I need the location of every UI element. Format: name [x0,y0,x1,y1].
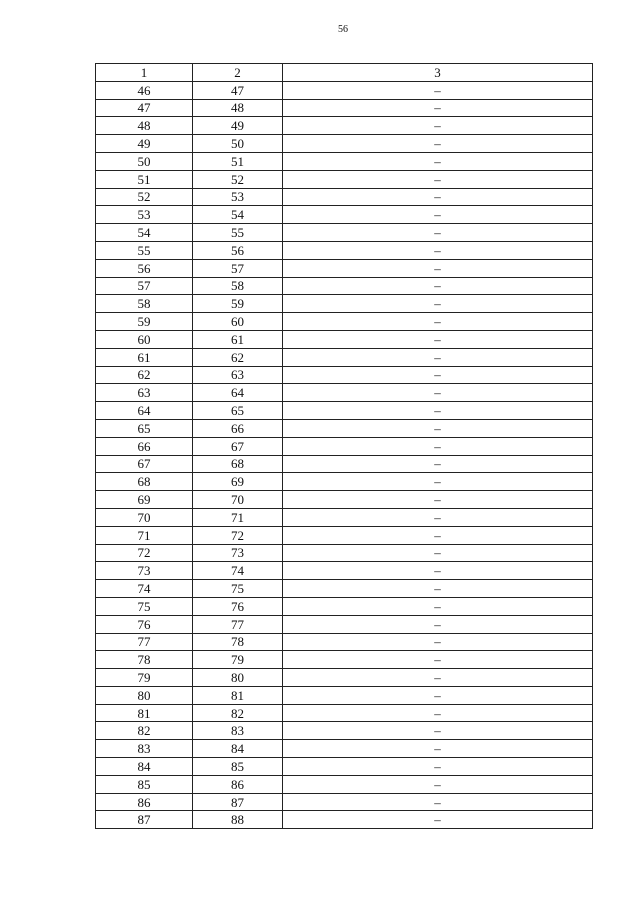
table-cell-col-1: 49 [96,135,193,153]
table-row [96,330,593,348]
table-cell-col-2: 57 [193,259,283,277]
table-row [96,81,593,99]
table-row [96,704,593,722]
table-cell-col-2: 56 [193,241,283,259]
table-cell-col-2: 58 [193,277,283,295]
table-cell-col-3: – [283,259,593,277]
table-cell-col-2: 49 [193,117,283,135]
table-cell-col-1: 65 [96,419,193,437]
table-cell-col-1: 62 [96,366,193,384]
table-cell-col-2: 77 [193,615,283,633]
table-cell-col-1: 60 [96,330,193,348]
table-cell-col-3: – [283,580,593,598]
table-cell-col-1: 64 [96,402,193,420]
column-header-2: 2 [193,64,283,82]
table-cell-col-2: 75 [193,580,283,598]
table-cell-col-3: – [283,615,593,633]
table-cell-col-1: 50 [96,152,193,170]
table-cell-col-1: 69 [96,491,193,509]
table-row [96,651,593,669]
table-cell-col-1: 66 [96,437,193,455]
table-cell-col-3: – [283,491,593,509]
table-cell-col-1: 58 [96,295,193,313]
table-cell-col-3: – [283,651,593,669]
table-row [96,669,593,687]
table-cell-col-2: 85 [193,758,283,776]
table-cell-col-2: 86 [193,775,283,793]
table-row [96,295,593,313]
table-row [96,277,593,295]
table-cell-col-3: – [283,740,593,758]
table-row [96,633,593,651]
table-cell-col-2: 84 [193,740,283,758]
table-row [96,313,593,331]
table-cell-col-1: 61 [96,348,193,366]
table-cell-col-3: – [283,758,593,776]
table-row [96,224,593,242]
table-row [96,402,593,420]
table-cell-col-1: 46 [96,81,193,99]
table-row [96,259,593,277]
table-cell-col-3: – [283,437,593,455]
table-cell-col-1: 67 [96,455,193,473]
table-cell-col-3: – [283,686,593,704]
table-row [96,526,593,544]
table-cell-col-2: 71 [193,508,283,526]
table-cell-col-3: – [283,633,593,651]
table-cell-col-1: 63 [96,384,193,402]
table-cell-col-2: 80 [193,669,283,687]
table-row [96,491,593,509]
table-cell-col-2: 76 [193,597,283,615]
table-header-row [96,64,593,82]
table-cell-col-3: – [283,348,593,366]
table-cell-col-3: – [283,704,593,722]
table-cell-col-3: – [283,135,593,153]
table-row [96,241,593,259]
table-cell-col-1: 82 [96,722,193,740]
table-cell-col-3: – [283,277,593,295]
column-header-1: 1 [96,64,193,82]
table-cell-col-2: 48 [193,99,283,117]
table-cell-col-3: – [283,330,593,348]
table-row [96,473,593,491]
table-body [96,81,593,828]
table-row [96,580,593,598]
table-row [96,170,593,188]
table-cell-col-2: 51 [193,152,283,170]
table-row [96,135,593,153]
table-row [96,544,593,562]
table-cell-col-2: 79 [193,651,283,669]
table-cell-col-3: – [283,152,593,170]
table-row [96,562,593,580]
table-cell-col-2: 54 [193,206,283,224]
table-cell-col-2: 53 [193,188,283,206]
table-row [96,437,593,455]
table-cell-col-3: – [283,295,593,313]
table-cell-col-3: – [283,562,593,580]
table-cell-col-1: 55 [96,241,193,259]
table-cell-col-3: – [283,722,593,740]
table-cell-col-2: 72 [193,526,283,544]
table-row [96,758,593,776]
table-cell-col-1: 70 [96,508,193,526]
table-cell-col-1: 56 [96,259,193,277]
table-row [96,775,593,793]
table-row [96,597,593,615]
table-cell-col-1: 77 [96,633,193,651]
table-cell-col-1: 79 [96,669,193,687]
table-cell-col-1: 47 [96,99,193,117]
table-cell-col-1: 54 [96,224,193,242]
table-cell-col-2: 69 [193,473,283,491]
table-cell-col-1: 80 [96,686,193,704]
table-cell-col-1: 76 [96,615,193,633]
table-row [96,188,593,206]
table-cell-col-2: 82 [193,704,283,722]
table-cell-col-1: 57 [96,277,193,295]
table-row [96,722,593,740]
table-row [96,508,593,526]
table-cell-col-2: 67 [193,437,283,455]
table-row [96,99,593,117]
table-cell-col-3: – [283,544,593,562]
table-cell-col-2: 61 [193,330,283,348]
table-cell-col-3: – [283,508,593,526]
table-cell-col-2: 55 [193,224,283,242]
table-cell-col-1: 86 [96,793,193,811]
table-cell-col-3: – [283,384,593,402]
table-cell-col-3: – [283,313,593,331]
table-cell-col-3: – [283,170,593,188]
table-cell-col-3: – [283,811,593,829]
table-cell-col-1: 71 [96,526,193,544]
table-row [96,740,593,758]
table-cell-col-3: – [283,206,593,224]
table-cell-col-3: – [283,81,593,99]
table-cell-col-3: – [283,419,593,437]
table-cell-col-1: 83 [96,740,193,758]
table-row [96,348,593,366]
table-cell-col-3: – [283,99,593,117]
table-row [96,206,593,224]
table-cell-col-3: – [283,241,593,259]
table-cell-col-2: 52 [193,170,283,188]
table-cell-col-1: 53 [96,206,193,224]
table-cell-col-3: – [283,793,593,811]
data-table [95,63,593,829]
table-cell-col-2: 68 [193,455,283,473]
table-cell-col-3: – [283,117,593,135]
table-row [96,419,593,437]
table-cell-col-3: – [283,775,593,793]
table-cell-col-2: 74 [193,562,283,580]
table-cell-col-2: 64 [193,384,283,402]
table-cell-col-3: – [283,455,593,473]
table-cell-col-2: 83 [193,722,283,740]
table-cell-col-1: 59 [96,313,193,331]
table-cell-col-1: 81 [96,704,193,722]
column-header-3: 3 [283,64,593,82]
table-cell-col-2: 59 [193,295,283,313]
table-cell-col-3: – [283,366,593,384]
table-cell-col-1: 84 [96,758,193,776]
table-cell-col-2: 65 [193,402,283,420]
table-cell-col-2: 62 [193,348,283,366]
table-cell-col-2: 81 [193,686,283,704]
table-cell-col-2: 70 [193,491,283,509]
table-cell-col-2: 66 [193,419,283,437]
table-cell-col-1: 52 [96,188,193,206]
table-row [96,686,593,704]
table-cell-col-1: 68 [96,473,193,491]
table-cell-col-3: – [283,473,593,491]
table-row [96,455,593,473]
table-cell-col-1: 51 [96,170,193,188]
table-cell-col-3: – [283,188,593,206]
table-row [96,793,593,811]
table-cell-col-2: 50 [193,135,283,153]
page-number: 56 [338,24,348,35]
table-cell-col-3: – [283,526,593,544]
table-cell-col-1: 48 [96,117,193,135]
table-cell-col-1: 72 [96,544,193,562]
table-cell-col-1: 73 [96,562,193,580]
table-cell-col-1: 75 [96,597,193,615]
table-cell-col-2: 87 [193,793,283,811]
table-row [96,615,593,633]
table-cell-col-1: 85 [96,775,193,793]
table-cell-col-2: 47 [193,81,283,99]
table-row [96,384,593,402]
table-cell-col-1: 78 [96,651,193,669]
table-cell-col-2: 78 [193,633,283,651]
table-row [96,152,593,170]
table-row [96,117,593,135]
table-row [96,366,593,384]
table-cell-col-2: 63 [193,366,283,384]
table-cell-col-2: 73 [193,544,283,562]
table-cell-col-2: 88 [193,811,283,829]
table-cell-col-1: 74 [96,580,193,598]
table-cell-col-3: – [283,402,593,420]
table-row [96,811,593,829]
table-cell-col-3: – [283,224,593,242]
table-cell-col-3: – [283,597,593,615]
table-cell-col-2: 60 [193,313,283,331]
table-cell-col-3: – [283,669,593,687]
table-cell-col-1: 87 [96,811,193,829]
